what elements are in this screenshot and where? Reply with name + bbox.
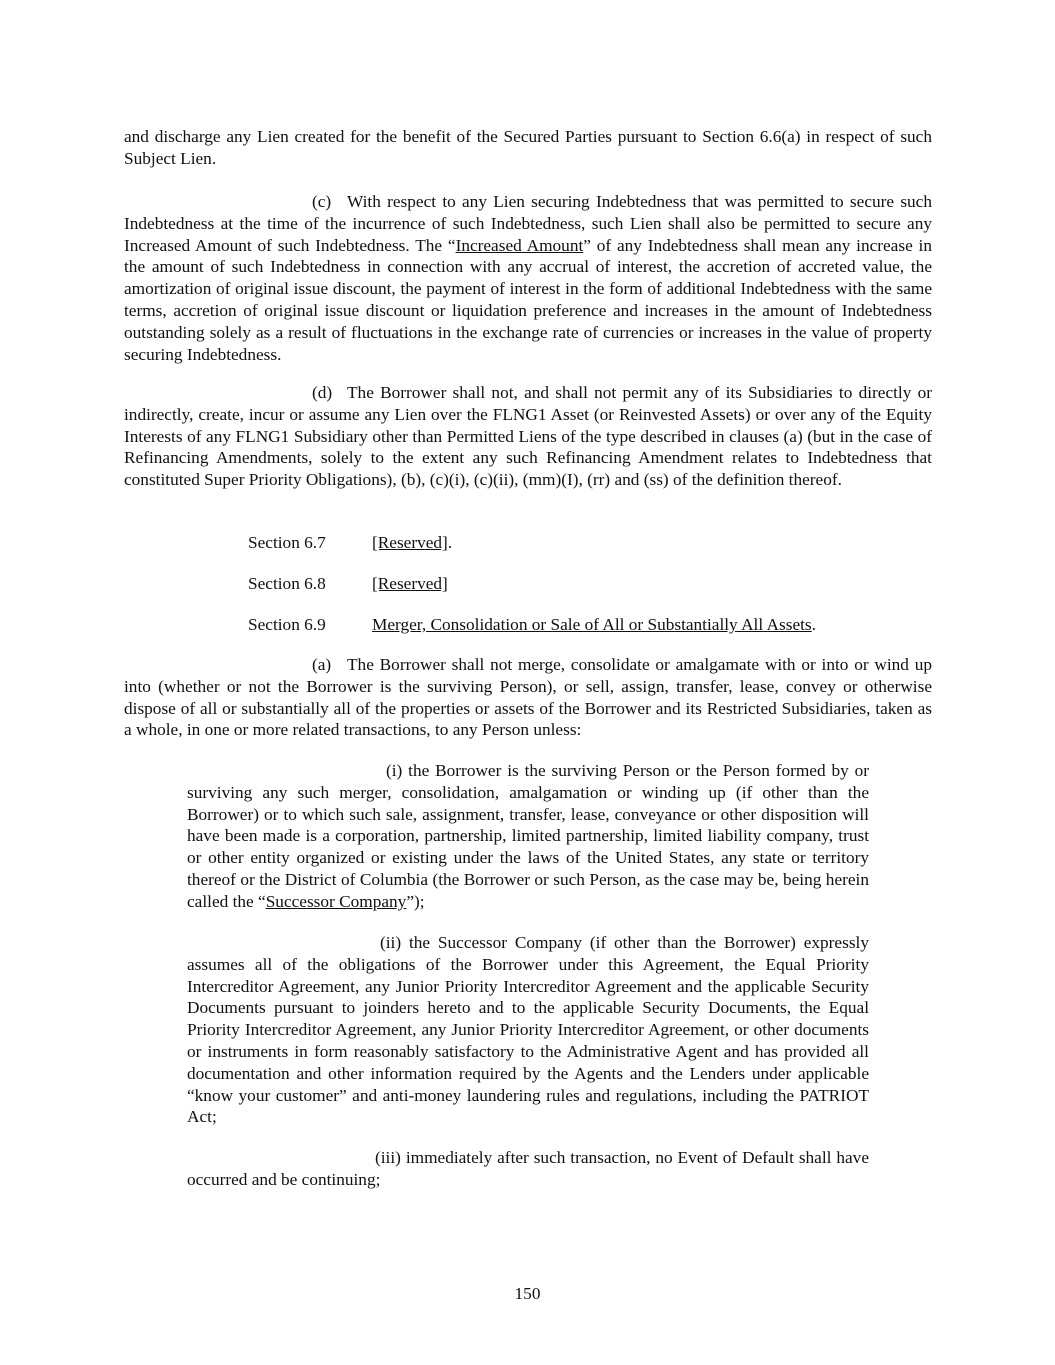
paragraph-text: ”);	[406, 891, 425, 911]
paragraph-text: ” of any Indebtedness shall mean any increase in the amount of such Indebtedness in connection with any accrual of interest, the accretion of accreted value, the amortization of original issue discount, the payment of interest in the form of additional Indebtedness with the same terms, accretion of original issue discount or liquidation preference and increases in the amount of Indebtedness outstanding solely as a result of fluctuations in the exchange rate of currencies or increases in the value of property securing Indebtedness.	[124, 235, 932, 364]
clause-label: (i)	[386, 761, 403, 780]
section-6-7-heading	[248, 532, 452, 554]
defined-term-increased-amount: Increased Amount	[455, 235, 584, 255]
section-number: Section 6.7	[248, 533, 326, 552]
clause-label: (c)	[312, 192, 332, 211]
paragraph-d	[124, 382, 932, 491]
paragraph-a	[124, 654, 932, 741]
section-number: Section 6.8	[248, 574, 326, 593]
clause-label: (a)	[312, 655, 332, 674]
section-title: [Reserved]	[372, 574, 448, 593]
paragraph-continuation: and discharge any Lien created for the benefit of the Secured Parties pursuant to Section 6.6(a) in respect of such Subject Lien.	[124, 127, 932, 168]
paragraph-text: the Borrower is the surviving Person or the Person formed by or surviving any such merger, consolidation, amalgamation or winding up (if other than the Borrower) or to which such sale, assignment, transfer, lease, conveyance or other disposition will have been made is a corporation, partnership, limited partnership, limited liability company, trust or other entity organized or existing under the laws of the United States, any state or territory thereof or the District of Columbia (the Borrower or such Person, as the case may be, being herein called the “	[187, 761, 869, 911]
paragraph-text: The Borrower shall not merge, consolidate or amalgamate with or into or wind up into (whether or not the Borrower is the surviving Person), or sell, assign, transfer, lease, convey or otherwise dispose of all or substantially all of the properties or assets of the Borrower and its Restricted Subsidiaries, taken as a whole, in one or more related transactions, to any Person unless:	[124, 655, 932, 740]
section-number: Section 6.9	[248, 615, 326, 634]
section-title: Merger, Consolidation or Sale of All or Substantially All Assets	[372, 615, 812, 634]
paragraph-text: With respect to any Lien securing Indebtedness that was permitted to secure such Indebtedness at the time of the incurrence of such Indebtedness, such Lien shall also be permitted to secure any Increased Amount of such Indebtedness. The “	[124, 192, 932, 255]
paragraph-text: the Successor Company (if other than the Borrower) expressly assumes all of the obligations of the Borrower under this Agreement, the Equal Priority Intercreditor Agreement, any Junior Priority Intercreditor Agreement and the applicable Security Documents pursuant to joinders hereto and to the applicable Security Documents, the Equal Priority Intercreditor Agreement, any Junior Priority Intercreditor Agreement, or other documents or instruments in form reasonably satisfactory to the Administrative Agent and has provided all documentation and other information required by the Agents and the Lenders under applicable “know your customer” and anti-money laundering rules and regulations, including the PATRIOT Act;	[187, 933, 869, 1127]
section-tail: .	[811, 615, 816, 634]
section-title: [Reserved]	[372, 533, 448, 552]
paragraph-c	[124, 191, 932, 365]
section-6-9-heading	[248, 614, 816, 636]
section-tail: .	[447, 533, 453, 552]
clause-label: (iii)	[375, 1148, 401, 1167]
page-number: 150	[514, 1284, 541, 1303]
paragraph-text: immediately after such transaction, no Event of Default shall have occurred and be continuing;	[187, 1148, 869, 1189]
clause-label: (d)	[312, 383, 333, 402]
subclause-ii	[187, 932, 869, 1128]
subclause-iii	[187, 1147, 869, 1191]
defined-term-successor-company: Successor Company	[265, 891, 407, 911]
subclause-i	[187, 760, 869, 913]
paragraph-text: The Borrower shall not, and shall not permit any of its Subsidiaries to directly or indirectly, create, incur or assume any Lien over the FLNG1 Asset (or Reinvested Assets) or over any of the Equity Interests of any FLNG1 Subsidiary other than Permitted Liens of the type described in clauses (a) (but in the case of Refinancing Amendments, solely to the extent any such Refinancing Amendment relates to Indebtedness that constituted Super Priority Obligations), (b), (c)(i), (c)(ii), (mm)(I), (rr) and (ss) of the definition thereof.	[124, 383, 932, 490]
section-6-8-heading	[248, 573, 448, 595]
clause-label: (ii)	[380, 933, 402, 952]
